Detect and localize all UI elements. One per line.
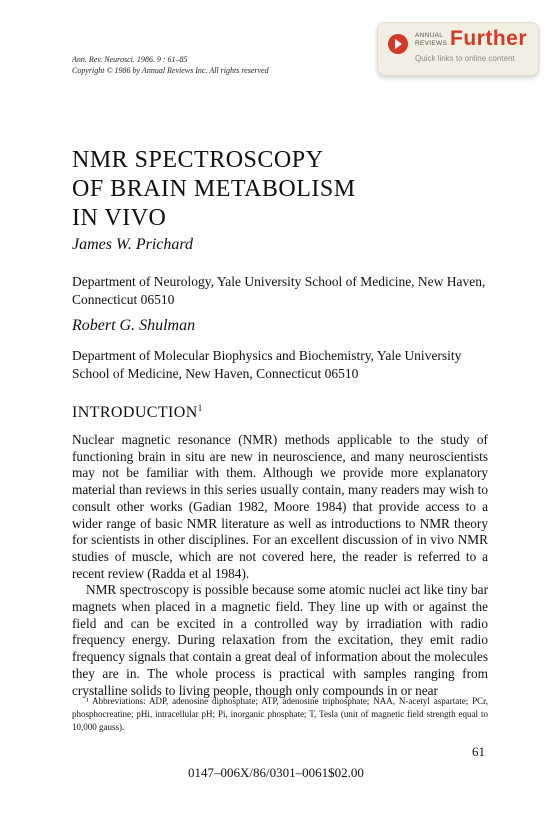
paragraph: NMR spectroscopy is possible because some atomic nuclei act like tiny bar magnets when placed in a magnetic field. They line up with or against the field and can be excited in a controlled way by irradiation with radio frequency energy. During relaxation from the excitation, they emit radio frequency signals that contain a great deal of information about the molecules they are in. The whole process is practical with samples ranging from crystalline solids to living people, though only compounds in or near [72,582,488,698]
journal-citation: Ann. Rev. Neurosci. 1986. 9 : 61–85 [72,55,188,64]
author-affiliation: Department of Neurology, Yale University School of Medicine, New Haven, Connecticut 06510 [72,274,486,307]
further-subtitle: Quick links to online content [415,54,515,63]
annual-reviews-logo [415,32,447,48]
section-heading-text: INTRODUCTION [72,404,198,421]
logo-line-annual: ANNUAL [415,32,444,39]
body-text [72,432,488,699]
title-line: NMR SPECTROSCOPY [72,147,324,173]
author-affiliation: Department of Molecular Biophysics and Biochemistry, Yale University School of Medicine, New Haven, Connecticut 06510 [72,348,462,381]
further-label: Further [450,27,527,50]
copyright-line: Copyright © 1986 by Annual Reviews Inc. All rights reserved [72,66,269,75]
further-badge[interactable] [377,22,539,76]
footnote-mark: 1 [197,403,203,413]
logo-line-reviews: REVIEWS [415,40,448,47]
document-code: 0147–006X/86/0301–0061$02.00 [188,765,364,780]
play-icon [388,34,408,54]
paragraph: Nuclear magnetic resonance (NMR) methods applicable to the study of functioning brain in situ are new in neuroscience, and many neuroscientists may not be familiar with them. Although we provide more explanatory material than reviews in this series usually contain, many readers may wish to consult other works (Gadian 1982, Moore 1984) that provide access to a wider range of basic NMR literature as well as introductions to NMR theory for scientists in other disciplines. For an excellent discussion of in vivo NMR studies of muscle, which are not covered here, the reader is referred to a recent review (Radda et al 1984). [72,432,488,581]
footnote [72,695,488,734]
article-title [72,146,492,233]
section-heading [72,403,203,422]
author-name: Robert G. Shulman [72,317,196,334]
page-number: 61 [472,744,485,759]
title-line: IN VIVO [72,205,167,231]
author-name: James W. Prichard [72,236,194,253]
footnote-text: ¹ Abbreviations: ADP, adenosine diphosphate; ATP, adenosine triphosphate; NAA, N-acetyl aspartate; PCr, phosphocreatine; pHi, intracellular pH; Pi, inorganic phosphate; T, Tesla (unit of magnetic field strength equal to 10,000 gauss). [72,696,488,732]
title-line: OF BRAIN METABOLISM [72,176,356,202]
